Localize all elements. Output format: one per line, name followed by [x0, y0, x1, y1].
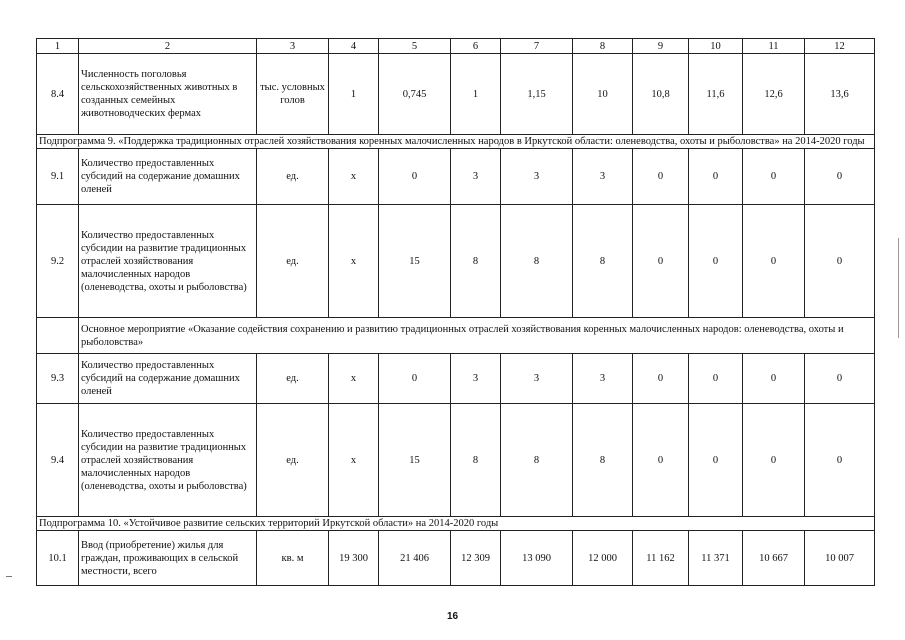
value-cell: 0 — [689, 205, 743, 318]
header-cell: 8 — [573, 39, 633, 54]
value-cell: x — [329, 404, 379, 517]
empty-number-cell — [37, 318, 79, 354]
value-cell: 0 — [805, 354, 875, 404]
value-cell: 0 — [633, 205, 689, 318]
row-number-cell: 8.4 — [37, 54, 79, 135]
indicator-row — [37, 205, 875, 318]
value-cell: 11 162 — [633, 531, 689, 586]
value-cell: 0 — [633, 354, 689, 404]
value-cell: x — [329, 354, 379, 404]
value-cell: 1,15 — [501, 54, 573, 135]
value-cell: 0 — [689, 404, 743, 517]
value-cell: 0 — [805, 149, 875, 205]
value-cell: 12 000 — [573, 531, 633, 586]
row-number-cell: 9.4 — [37, 404, 79, 517]
unit-cell: тыс. условных голов — [257, 54, 329, 135]
value-cell: 0 — [743, 149, 805, 205]
value-cell: 0 — [743, 404, 805, 517]
value-cell: 19 300 — [329, 531, 379, 586]
value-cell: 3 — [501, 354, 573, 404]
value-cell: 0,745 — [379, 54, 451, 135]
value-cell: 1 — [451, 54, 501, 135]
row-number-cell: 9.3 — [37, 354, 79, 404]
value-cell: 10 — [573, 54, 633, 135]
value-cell: 10,8 — [633, 54, 689, 135]
indicator-row — [37, 531, 875, 586]
header-row — [37, 39, 875, 54]
indicator-row — [37, 354, 875, 404]
header-cell: 6 — [451, 39, 501, 54]
value-cell: 8 — [451, 205, 501, 318]
row-number-cell: 10.1 — [37, 531, 79, 586]
value-cell: 0 — [805, 404, 875, 517]
subprogram-title: Подпрограмма 9. «Поддержка традиционных отраслей хозяйствования коренных малочисленных народов в Иркутской области: оленеводства, охоты и рыболовства» на 2014-2020 годы — [37, 135, 875, 149]
value-cell: x — [329, 205, 379, 318]
margin-mark — [6, 576, 12, 577]
unit-cell: ед. — [257, 149, 329, 205]
value-cell: 3 — [573, 354, 633, 404]
value-cell: 8 — [573, 205, 633, 318]
unit-cell: ед. — [257, 205, 329, 318]
value-cell: 3 — [501, 149, 573, 205]
indicators-table — [36, 38, 875, 586]
unit-cell: кв. м — [257, 531, 329, 586]
header-cell: 11 — [743, 39, 805, 54]
value-cell: 0 — [689, 149, 743, 205]
value-cell: 15 — [379, 404, 451, 517]
indicator-name-cell: Количество предоставленных субсидий на содержание домашних оленей — [79, 354, 257, 404]
value-cell: 13 090 — [501, 531, 573, 586]
value-cell: 11 371 — [689, 531, 743, 586]
value-cell: 3 — [451, 149, 501, 205]
main-event-title: Основное мероприятие «Оказание содействия сохранению и развитию традиционных отраслей хозяйствования коренных малочисленных народов: оленеводства, охоты и рыболовства» — [79, 318, 875, 354]
indicator-name-cell: Количество предоставленных субсидий на содержание домашних оленей — [79, 149, 257, 205]
scan-edge-line — [898, 238, 899, 338]
unit-cell: ед. — [257, 404, 329, 517]
value-cell: 21 406 — [379, 531, 451, 586]
value-cell: 12 309 — [451, 531, 501, 586]
table-body — [37, 39, 875, 586]
header-cell: 5 — [379, 39, 451, 54]
value-cell: 11,6 — [689, 54, 743, 135]
value-cell: 3 — [451, 354, 501, 404]
header-cell: 3 — [257, 39, 329, 54]
value-cell: 0 — [743, 354, 805, 404]
value-cell: 8 — [451, 404, 501, 517]
indicator-name-cell: Количество предоставленных субсидии на развитие традиционных отраслей хозяйствования малочисленных народов (оленеводства, охоты и рыболовства) — [79, 205, 257, 318]
value-cell: 0 — [379, 354, 451, 404]
value-cell: 13,6 — [805, 54, 875, 135]
unit-cell: ед. — [257, 354, 329, 404]
value-cell: 0 — [379, 149, 451, 205]
header-cell: 2 — [79, 39, 257, 54]
header-cell: 12 — [805, 39, 875, 54]
value-cell: 8 — [501, 205, 573, 318]
page-number: 16 — [446, 611, 459, 622]
value-cell: 0 — [743, 205, 805, 318]
value-cell: 0 — [633, 149, 689, 205]
main-event-row — [37, 318, 875, 354]
header-cell: 4 — [329, 39, 379, 54]
subprogram-row — [37, 517, 875, 531]
value-cell: 15 — [379, 205, 451, 318]
header-cell: 7 — [501, 39, 573, 54]
value-cell: 0 — [805, 205, 875, 318]
indicator-row — [37, 404, 875, 517]
value-cell: 8 — [501, 404, 573, 517]
row-number-cell: 9.2 — [37, 205, 79, 318]
value-cell: x — [329, 149, 379, 205]
value-cell: 0 — [633, 404, 689, 517]
header-cell: 1 — [37, 39, 79, 54]
header-cell: 10 — [689, 39, 743, 54]
header-cell: 9 — [633, 39, 689, 54]
indicator-name-cell: Ввод (приобретение) жилья для граждан, проживающих в сельской местности, всего — [79, 531, 257, 586]
value-cell: 3 — [573, 149, 633, 205]
row-number-cell: 9.1 — [37, 149, 79, 205]
value-cell: 10 007 — [805, 531, 875, 586]
value-cell: 10 667 — [743, 531, 805, 586]
indicator-name-cell: Количество предоставленных субсидии на развитие традиционных отраслей хозяйствования малочисленных народов (оленеводства, охоты и рыболовства) — [79, 404, 257, 517]
value-cell: 8 — [573, 404, 633, 517]
subprogram-row — [37, 135, 875, 149]
indicator-row — [37, 54, 875, 135]
indicator-name-cell: Численность поголовья сельскохозяйственных животных в созданных семейных животноводческих фермах — [79, 54, 257, 135]
value-cell: 1 — [329, 54, 379, 135]
subprogram-title: Подпрограмма 10. «Устойчивое развитие сельских территорий Иркутской области» на 2014-2020 годы — [37, 517, 875, 531]
indicator-row — [37, 149, 875, 205]
value-cell: 0 — [689, 354, 743, 404]
value-cell: 12,6 — [743, 54, 805, 135]
